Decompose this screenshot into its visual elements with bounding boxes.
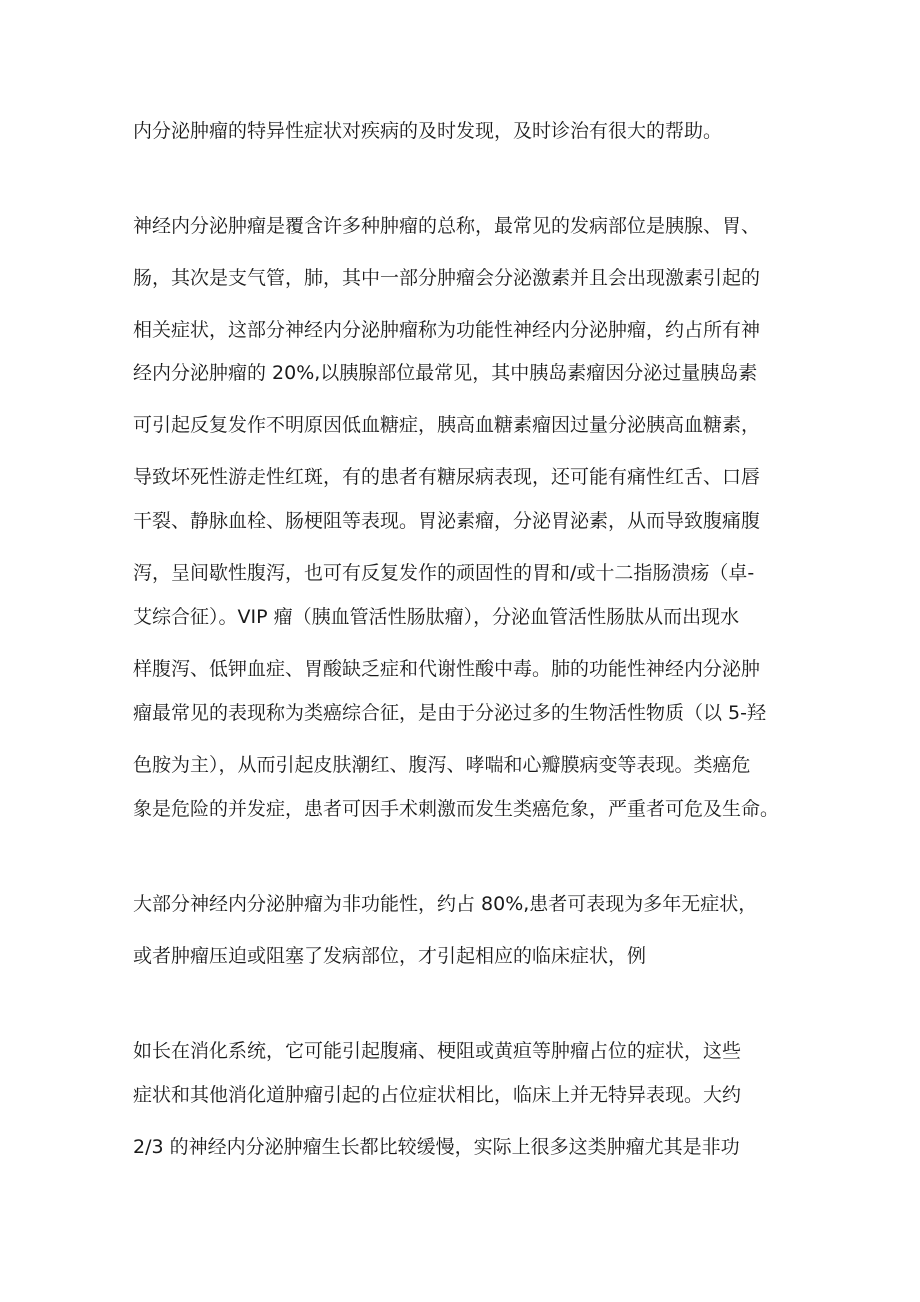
text-line: 艾综合征）。VIP 瘤（胰血管活性肠肽瘤），分泌血管活性肠肽从而出现水 [133,606,740,628]
text-line: 神经内分泌肿瘤是覆含许多种肿瘤的总称，最常见的发病部位是胰腺、胃、 [133,215,761,237]
text-line: 象是危险的并发症，患者可因手术刺激而发生类癌危象，严重者可危及生命。 [133,798,780,820]
text-line: 症状和其他消化道肿瘤引起的占位症状相比，临床上并无特异表现。大约 [133,1084,742,1106]
text-line: 泻，呈间歇性腹泻，也可有反复发作的顽固性的胃和/或十二指肠溃疡（卓- [133,562,755,584]
text-line: 可引起反复发作不明原因低血糖症，胰高血糖素瘤因过量分泌胰高血糖素， [133,414,761,436]
text-line: 内分泌肿瘤的特异性症状对疾病的及时发现，及时诊治有很大的帮助。 [133,120,723,142]
text-line: 色胺为主），从而引起皮肤潮红、腹泻、哮喘和心瓣膜病变等表现。类癌危 [133,754,751,776]
text-line: 干裂、静脉血栓、肠梗阻等表现。胃泌素瘤，分泌胃泌素，从而导致腹痛腹 [133,510,761,532]
text-line: 肠，其次是支气管，肺，其中一部分肿瘤会分泌激素并且会出现激素引起的 [133,267,761,289]
text-line: 瘤最常见的表现称为类癌综合征，是由于分泌过多的生物活性物质（以 5-羟 [133,702,766,724]
text-line: 导致坏死性游走性红斑，有的患者有糖尿病表现，还可能有痛性红舌、口唇 [133,466,761,488]
text-line: 经内分泌肿瘤的 20%,以胰腺部位最常见，其中胰岛素瘤因分泌过量胰岛素 [133,362,758,384]
text-line: 如长在消化系统，它可能引起腹痛、梗阻或黄疸等肿瘤占位的症状，这些 [133,1040,742,1062]
text-line: 2/3 的神经内分泌肿瘤生长都比较缓慢，实际上很多这类肿瘤尤其是非功 [133,1136,740,1158]
text-line: 样腹泻、低钾血症、胃酸缺乏症和代谢性酸中毒。肺的功能性神经内分泌肿 [133,658,761,680]
text-line: 或者肿瘤压迫或阻塞了发病部位，才引起相应的临床症状，例 [133,945,647,967]
text-line: 相关症状，这部分神经内分泌肿瘤称为功能性神经内分泌肿瘤，约占所有神 [133,319,761,341]
text-line: 大部分神经内分泌肿瘤为非功能性，约占 80%,患者可表现为多年无症状， [133,893,758,915]
